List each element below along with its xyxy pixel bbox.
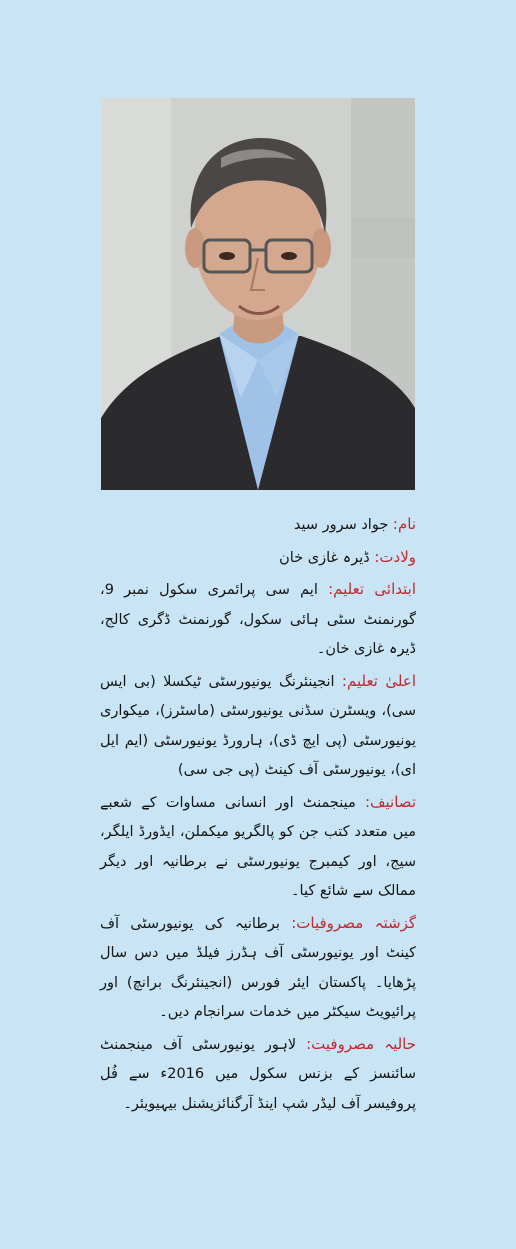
- bio-value: انجینئرنگ یونیورسٹی ٹیکسلا (بی ایس سی)، ویسٹرن سڈنی یونیورسٹی (ماسٹرز)، میکواری یونیورسٹی (پی ایچ ڈی)، ہارورڈ یونیورسٹی (ایم ایل ای)، یونیورسٹی آف کینٹ (پی جی سی): [100, 673, 416, 778]
- bio-value: لاہور یونیورسٹی آف مینجمنٹ سائنسز کے بزنس سکول میں 2016ء سے فُل پروفیسر آف لیڈر شپ اینڈ آرگنائزیشنل بیہیویئر۔: [100, 1036, 416, 1112]
- bio-past-engagements: [100, 909, 416, 1028]
- bio-current-engagement: [100, 1030, 416, 1120]
- bio-higher-education: [100, 667, 416, 786]
- bio-label: حالیہ مصروفیت:: [306, 1034, 417, 1053]
- bio-label: ولادت:: [374, 547, 416, 566]
- bio-publications: [100, 788, 416, 907]
- biography: [100, 510, 416, 1121]
- bio-label: نام:: [392, 515, 416, 533]
- portrait-photo: [101, 98, 415, 490]
- portrait-illustration: [101, 98, 415, 490]
- bio-value: جواد سرور سید: [293, 517, 389, 533]
- bio-primary-education: [100, 575, 416, 665]
- bio-birthplace: [100, 543, 416, 574]
- bio-value: ڈیرہ غازی خان: [279, 549, 370, 566]
- bio-label: گزشتہ مصروفیات:: [291, 913, 417, 932]
- bio-value: مینجمنٹ اور انسانی مساوات کے شعبے میں متعدد کتب جن کو پالگریو میکملن، ایڈورڈ ایلگر، سیج، اور کیمبرج یونیورسٹی نے برطانیہ اور دیگر ممالک سے شائع کیا۔: [100, 794, 416, 899]
- bio-value: ایم سی پرائمری سکول نمبر 9، گورنمنٹ سٹی ہائی سکول، گورنمنٹ ڈگری کالج، ڈیرہ غازی خان۔: [100, 582, 416, 657]
- bio-label: ابتدائی تعلیم:: [328, 580, 416, 598]
- bio-label: اعلیٰ تعلیم:: [341, 671, 416, 690]
- bio-name: [100, 510, 416, 541]
- bio-value: برطانیہ کی یونیورسٹی آف کینٹ اور یونیورسٹی آف ہڈرز فیلڈ میں دس سال پڑھایا۔ پاکستان ایئر فورس (انجینئرنگ برانچ) اور پرائیویٹ سیکٹر میں خدمات سرانجام دیں۔: [100, 915, 416, 1020]
- bio-label: تصانیف:: [364, 792, 416, 811]
